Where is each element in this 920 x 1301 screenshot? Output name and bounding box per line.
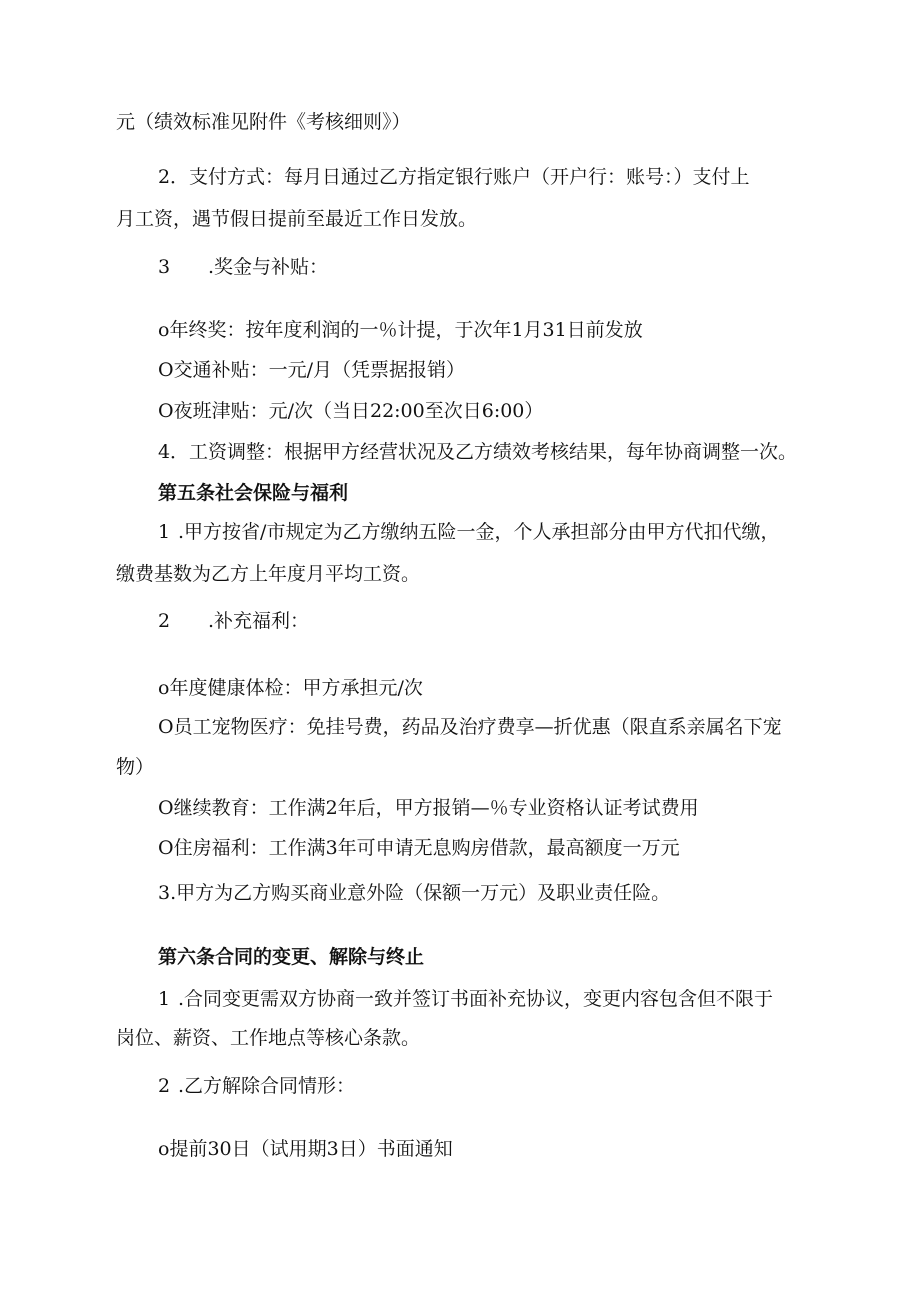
text-line: 岗位、薪资、工作地点等核心条款。 — [116, 1027, 421, 1049]
section-heading: 第五条社会保险与福利 — [158, 482, 349, 504]
list-number: 1 — [158, 988, 171, 1010]
list-item: O交通补贴：一元/月（凭票据报销） — [158, 359, 465, 381]
list-item: O住房福利：工作满3年可申请无息购房借款，最高额度一万元 — [158, 837, 680, 859]
text-line: 物） — [116, 756, 155, 778]
text-line: .甲方按省/市规定为乙方缴纳五险一金，个人承担部分由甲方代扣代缴， — [178, 521, 780, 543]
list-item: o年度健康体检：甲方承担元/次 — [158, 677, 423, 699]
section-heading: 第六条合同的变更、解除与终止 — [158, 946, 425, 968]
text-line: 元（绩效标准见附件《考核细则》） — [116, 111, 411, 133]
list-number: 3 — [158, 256, 171, 278]
text-line: .合同变更需双方协商一致并签订书面补充协议，变更内容包含但不限于 — [178, 988, 774, 1010]
list-item: O继续教育：工作满2年后，甲方报销—％专业资格认证考试费用 — [158, 797, 699, 819]
list-item: o年终奖：按年度利润的一％计提，于次年1月31日前发放 — [158, 319, 643, 341]
list-item: o提前30日（试用期3日）书面通知 — [158, 1138, 453, 1160]
list-number: 2 — [158, 610, 171, 632]
list-number: 4 — [158, 441, 171, 463]
text-line: .奖金与补贴： — [208, 256, 329, 278]
text-line: 缴费基数为乙方上年度月平均工资。 — [116, 563, 421, 585]
text-line: ．支付方式：每月日通过乙方指定银行账户（开户行：账号：）支付上 — [170, 166, 750, 188]
text-line: 3.甲方为乙方购买商业意外险（保额一万元）及职业责任险。 — [158, 882, 671, 904]
text-line: 月工资，遇节假日提前至最近工作日发放。 — [116, 208, 478, 230]
list-item: O夜班津贴：元/次（当日22:00至次日6:00） — [158, 400, 544, 422]
text-line: .补充福利： — [208, 610, 310, 632]
text-line: ．工资调整：根据甲方经营状况及乙方绩效考核结果，每年协商调整一次。 — [170, 441, 798, 463]
list-item: O员工宠物医疗：免挂号费，药品及治疗费享—折优惠（限直系亲属名下宠 — [158, 716, 782, 738]
text-line: .乙方解除合同情形： — [178, 1075, 356, 1097]
list-number: 2 — [158, 166, 171, 188]
list-number: 2 — [158, 1075, 171, 1097]
list-number: 1 — [158, 521, 171, 543]
